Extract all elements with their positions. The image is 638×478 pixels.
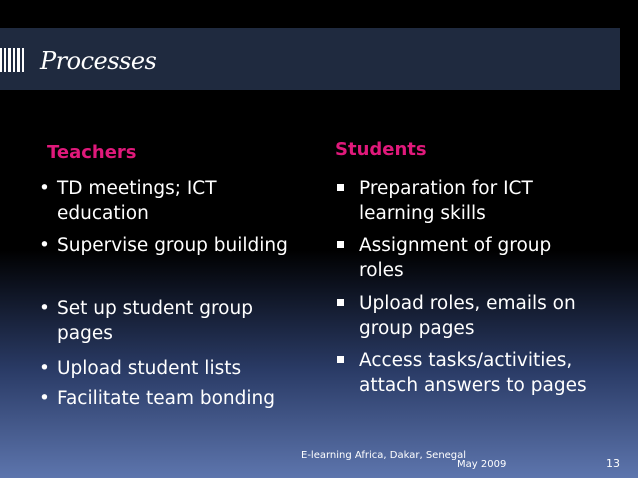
list-item: • Supervise group building xyxy=(39,235,288,256)
list-item: Preparation for ICT learning skills xyxy=(359,176,559,226)
list-item: Upload roles, emails on group pages xyxy=(359,291,599,341)
square-bullet-icon xyxy=(337,241,344,248)
list-item: • Upload student lists xyxy=(39,358,242,379)
bullet-icon: • xyxy=(39,235,50,256)
list-item: • Facilitate team bonding xyxy=(39,388,275,409)
bullet-icon: • xyxy=(39,388,50,409)
bullet-icon: • xyxy=(39,178,50,199)
vertical-lines-icon xyxy=(0,48,24,72)
slide-title: Processes xyxy=(40,47,157,75)
bullet-icon: • xyxy=(39,358,50,379)
students-heading: Students xyxy=(335,139,427,160)
list-item: • TD meetings; ICT education xyxy=(39,178,217,224)
footer-source: E-learning Africa, Dakar, Senegal xyxy=(301,450,467,461)
page-number: 13 xyxy=(606,457,620,470)
square-bullet-icon xyxy=(337,299,344,306)
footer-date: May 2009 xyxy=(457,459,507,470)
list-item: • Set up student group pages xyxy=(39,298,253,344)
square-bullet-icon xyxy=(337,356,344,363)
bullet-icon: • xyxy=(39,298,50,319)
square-bullet-icon xyxy=(337,184,344,191)
list-item: Access tasks/activities, attach answers to pages xyxy=(359,348,609,398)
teachers-heading: Teachers xyxy=(47,142,137,163)
list-item: Assignment of group roles xyxy=(359,233,579,283)
